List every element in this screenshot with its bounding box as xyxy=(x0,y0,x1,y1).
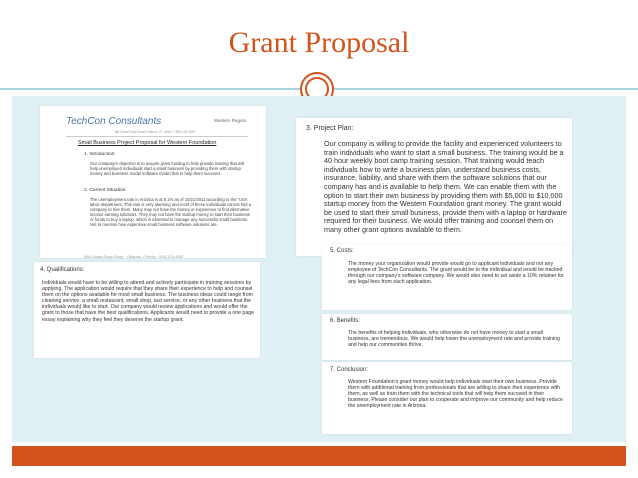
document-excerpt-benefits xyxy=(322,314,572,360)
company-address: 456 Santa Rosa Road Orlando, FL 34567 • 555-123-4567 xyxy=(114,130,196,134)
footer-bar xyxy=(12,446,626,466)
section-heading: 2. Current Situation: xyxy=(84,188,127,193)
section-heading: 7. Conclusion: xyxy=(330,367,369,373)
section-body: Our company is willing to provide the facility and experienced volunteers to train individuals who want to start a small business. The training would be a 40 hour weekly boot camp training session. That training would teach individuals how to write a business plan, understand business costs, insurance, liability, and share with them the software solutions that our company has and is available to help them. We can enable them with the option to start their own business by providing them with $5,000 to $10,000 startup money from the Western Foundation grant money. The grant would be used to start their small business, provide them with a laptop or hardware required for their business. We would offer training and counsel them on many other grant options available to them. xyxy=(324,140,567,234)
company-region: Western Region xyxy=(213,118,246,123)
page-footer-fragment: 456 Santa Rosa Road · Orlando, Florida · 555-123-4567 xyxy=(84,254,185,258)
section-body: Western Foundation's grant money would help individuals start their own business. Provide them with additional training from professionals that are willing to share their experience with them, as well as train them with the technical tools that will help them succeed in their business. Please consider our plan to cooperate and improve our community and help reduce the unemployment rate in Arizona. xyxy=(348,379,563,410)
document-excerpt-costs xyxy=(322,244,572,310)
section-body: The money your organization would provide would go to applicant individuals and not any employee of TechCon Consultants. The grant would be to the individual and would be tracked through our company's software company. We would also need to set aside a 10% retainer for any legal fees from each application. xyxy=(348,261,564,286)
section-body: The unemployment rate in Arizona is at 9.1% as of 10/21/2011 according to the "USA labor department. This rate is very alarming and most of these individuals cannot find a company to hire them. Many may not have the money or experience to find alternative income earning solutions. They may not have the startup money to start their business or funds to buy a laptop, which is essential to manage any successful small business. Not to mention how expensive small business software solutions are. xyxy=(90,197,251,228)
letterhead-rule xyxy=(66,136,248,137)
section-body: Individuals would have to be willing to attend and actively participate in training sessions by applying. The application would require that they share their experience to help and counsel them on the options available for most small business. The business ideas could range from cleaning service, a small restaurant, small shop, taxi service, or any other business that the individuals would like to start. Our company would review applications and would offer the grant to those that have the best qualifications. Applicants would need to provide a one page essay explaining why they feel they deserve the startup grant. xyxy=(42,280,254,323)
document-excerpt-project-plan xyxy=(296,118,572,256)
section-body: Our company's objective is to acquire grant funding to help provide training that will help unemployed individuals start a small business by providing them with startup money and business model software model that to help them succeed. xyxy=(90,161,244,177)
document-excerpt-intro xyxy=(40,106,266,258)
section-body: The benefits of helping individuals, who otherwise do not have money to start a small business, are tremendous. We would help lower the unemployment rate and provide training and help our communities thrive. xyxy=(348,330,560,349)
slide-title: Grant Proposal xyxy=(228,26,410,59)
section-heading: 1. Introduction: xyxy=(84,152,116,157)
section-heading: 6. Benefits: xyxy=(330,318,361,324)
proposal-title: Small Business Project Proposal for Western Foundation xyxy=(78,140,217,146)
document-excerpt-qualifications xyxy=(34,262,260,358)
document-excerpt-conclusion xyxy=(322,362,572,434)
section-heading: 3. Project Plan: xyxy=(306,125,354,132)
section-heading: 4. Qualifications: xyxy=(40,267,85,273)
section-heading: 5. Costs: xyxy=(330,248,354,254)
company-name: TechCon Consultants xyxy=(66,116,162,127)
